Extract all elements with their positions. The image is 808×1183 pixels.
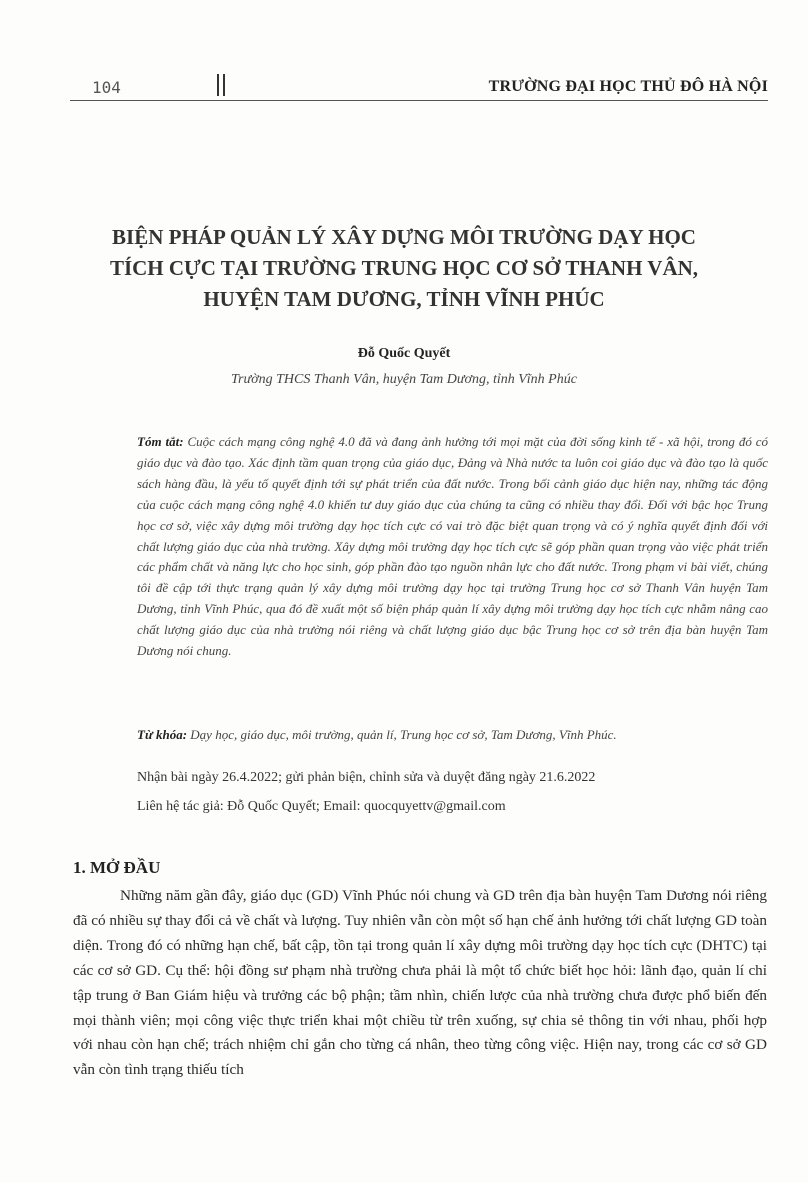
received-dates: Nhận bài ngày 26.4.2022; gửi phản biện, chỉnh sửa và duyệt đăng ngày 21.6.2022 xyxy=(137,770,596,785)
abstract xyxy=(137,432,768,662)
page-number: 104 xyxy=(92,78,121,97)
keywords-label: Từ khóa: xyxy=(137,727,191,742)
abstract-text: Cuộc cách mạng công nghệ 4.0 đã và đang ảnh hưởng tới mọi mặt của đời sống kinh tế - xã hội, trong đó có giáo dục và đào tạo. Xác định tầm quan trọng của giáo dục, Đảng và Nhà nước ta luôn coi giáo dục và đào tạo là quốc sách hàng đầu, là yếu tố quyết định tới sự phát triển của đất nước. Trong bối cảnh giáo dục hiện nay, những tác động của cuộc cách mạng công nghệ 4.0 khiến tư duy giáo dục của chúng ta cũng có nhiều thay đổi. Đối với bậc học Trung học cơ sở, việc xây dựng môi trường dạy học tích cực có vai trò đặc biệt quan trọng và có ý nghĩa quyết định đối với chất lượng giáo dục của nhà trường. Xây dựng môi trường dạy học tích cực sẽ góp phần quan trọng vào việc phát triển các phẩm chất và năng lực cho học sinh, góp phần đào tạo nguồn nhân lực cho đất nước. Trong phạm vi bài viết, chúng tôi đề cập tới thực trạng quản lý xây dựng môi trường dạy học tại trường Trung học cơ sở Thanh Vân huyện Tam Dương, tỉnh Vĩnh Phúc, qua đó đề xuất một số biện pháp quản lí xây dựng môi trường dạy học tích cực nhằm nâng cao chất lượng giáo dục của nhà trường nói riêng và chất lượng giáo dục bậc Trung học cơ sở trên địa bàn huyện Tam Dương nói chung. xyxy=(137,434,768,659)
abstract-label: Tóm tắt: xyxy=(137,434,188,449)
header-divider-bars xyxy=(217,74,225,96)
running-header xyxy=(70,70,768,102)
body-paragraph: Những năm gần đây, giáo dục (GD) Vĩnh Phúc nói chung và GD trên địa bàn huyện Tam Dương nói riêng đã có nhiều sự thay đổi cả về chất và lượng. Tuy nhiên vẫn còn một số hạn chế ảnh hưởng tới chất lượng GD toàn diện. Trong đó có những hạn chế, bất cập, tồn tại trong quản lí xây dựng môi trường dạy học tích cực (DHTC) tại các cơ sở GD. Cụ thể: hội đồng sư phạm nhà trường chưa phải là một tổ chức biết học hỏi: lãnh đạo, quản lí chỉ tập trung ở Ban Giám hiệu và trưởng các bộ phận; tầm nhìn, chiến lược của nhà trường chưa được phổ biến đến mọi thành viên; mọi công việc thực triển khai một chiều từ trên xuống, sự chia sẻ thông tin với nhau, phối hợp với nhau còn hạn chế; trách nhiệm chỉ gắn cho từng cá nhân, theo từng công việc. Hiện nay, trong các cơ sở GD vẫn còn tình trạng thiếu tích xyxy=(73,887,767,1079)
keywords-text: Dạy học, giáo dục, môi trường, quản lí, Trung học cơ sở, Tam Dương, Vĩnh Phúc. xyxy=(190,727,617,742)
title-line-1: BIỆN PHÁP QUẢN LÝ XÂY DỰNG MÔI TRƯỜNG DẠY HỌC xyxy=(112,225,696,249)
keywords xyxy=(137,727,777,743)
author-name: Đỗ Quốc Quyết xyxy=(357,346,451,361)
header-rule xyxy=(70,100,768,101)
section-heading: 1. MỞ ĐẦU xyxy=(73,858,161,877)
article-title xyxy=(100,222,708,315)
title-line-2: TÍCH CỰC TẠI TRƯỜNG TRUNG HỌC CƠ SỞ THANH VÂN, xyxy=(109,256,699,280)
author-contact: Liên hệ tác giả: Đỗ Quốc Quyết; Email: quocquyettv@gmail.com xyxy=(137,799,506,814)
title-line-3: HUYỆN TAM DƯƠNG, TỈNH VĨNH PHÚC xyxy=(203,287,605,311)
author-affiliation: Trường THCS Thanh Vân, huyện Tam Dương, tỉnh Vĩnh Phúc xyxy=(231,372,577,387)
journal-name: TRƯỜNG ĐẠI HỌC THỦ ĐÔ HÀ NỘI xyxy=(488,78,768,95)
